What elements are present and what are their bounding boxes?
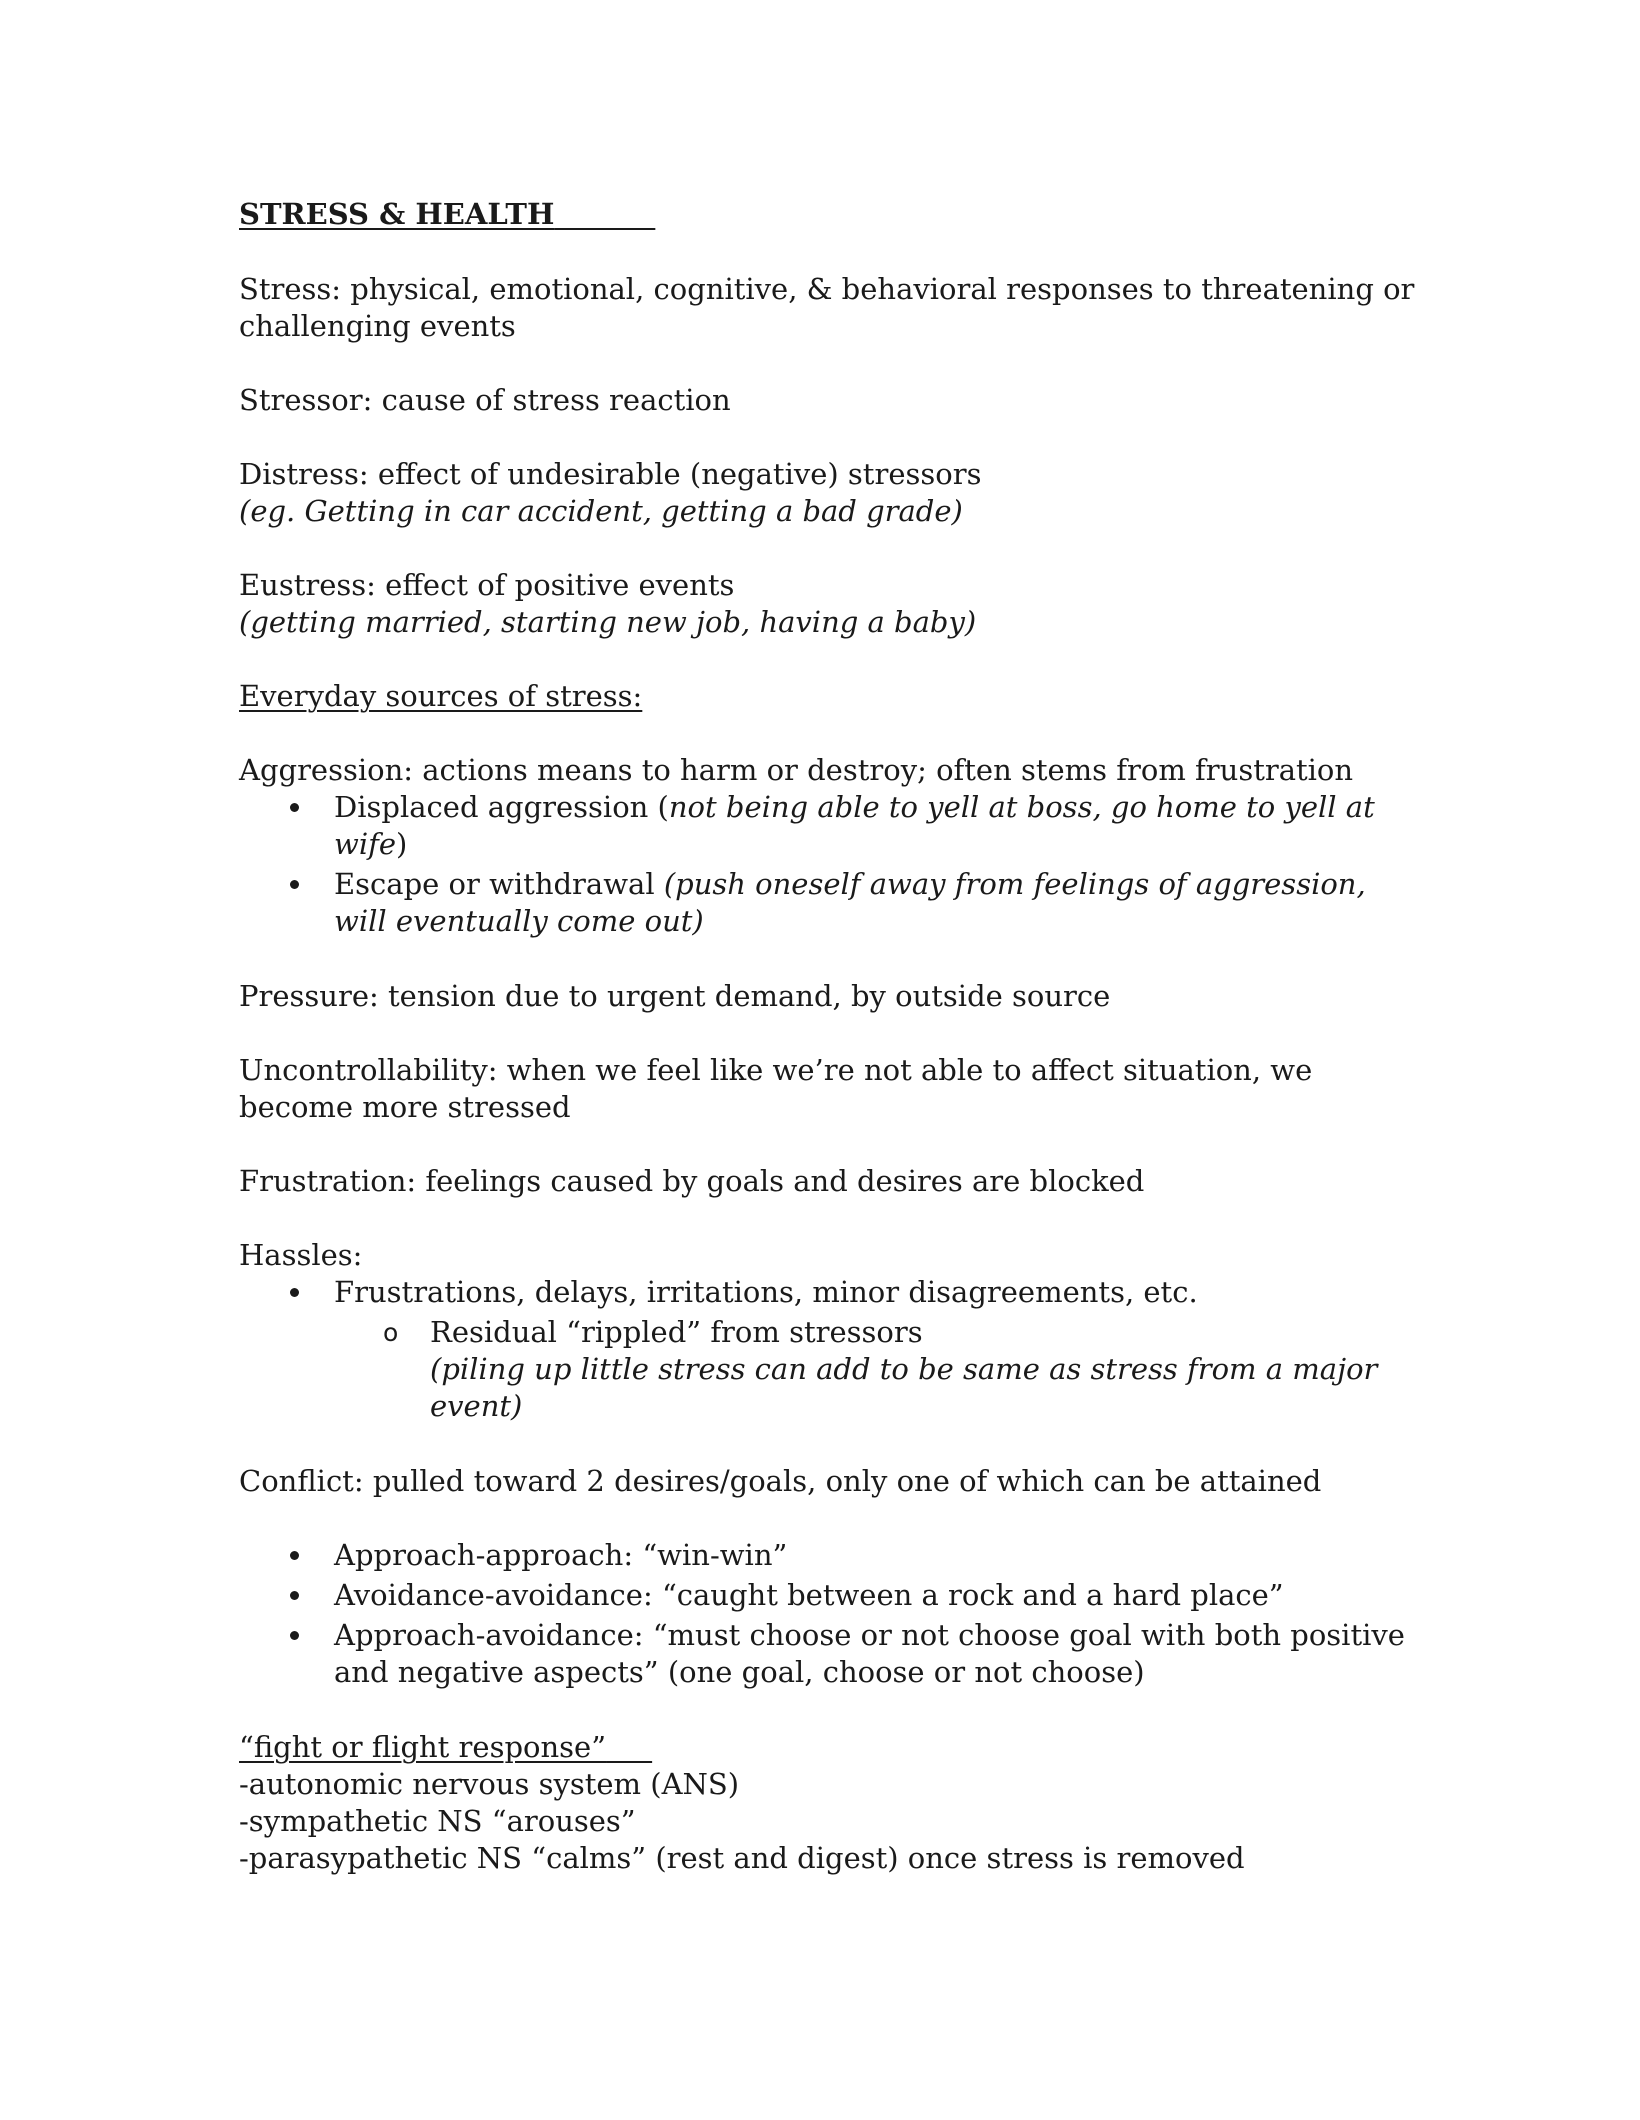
definition-distress bbox=[239, 456, 1419, 530]
title-text bbox=[239, 197, 655, 231]
bullet-example: not being able to yell at boss, go home to yell at wife bbox=[334, 790, 1375, 861]
bullet-text: Displaced aggression ( bbox=[334, 790, 669, 824]
list-item: Approach-avoidance: “must choose or not choose goal with both positive and negative aspects” (one goal, choose or not choose) bbox=[239, 1617, 1419, 1691]
term-stressor: Stressor: bbox=[239, 383, 373, 417]
def-distress: effect of undesirable (negative) stressors bbox=[368, 457, 982, 491]
list-item: Approach-approach: “win-win” bbox=[239, 1537, 1419, 1574]
fight-line: -autonomic nervous system (ANS) bbox=[239, 1767, 740, 1801]
definition-eustress bbox=[239, 567, 1419, 641]
bullet-example: (push oneself away from feelings of aggression, will eventually come out) bbox=[334, 867, 1366, 938]
def-uncontrollability: when we feel like we’re not able to affect situation, we become more stressed bbox=[239, 1053, 1313, 1124]
definition-conflict bbox=[239, 1463, 1419, 1691]
term-frustration: Frustration: bbox=[239, 1164, 417, 1198]
bullet-text: Frustrations, delays, irritations, minor disagreements, etc. bbox=[334, 1275, 1198, 1309]
def-stress: physical, emotional, cognitive, & behavioral responses to threatening or challenging events bbox=[239, 272, 1415, 343]
fight-underline-pad bbox=[606, 1730, 652, 1764]
definition-aggression bbox=[239, 752, 1419, 940]
sub-list-item bbox=[334, 1314, 1419, 1425]
def-stressor: cause of stress reaction bbox=[372, 383, 731, 417]
fight-line: -sympathetic NS “arouses” bbox=[239, 1804, 636, 1838]
definition-frustration bbox=[239, 1163, 1419, 1200]
document-page bbox=[239, 196, 1419, 1877]
sub-bullet-text: Residual “rippled” from stressors bbox=[430, 1315, 923, 1349]
def-frustration: feelings caused by goals and desires are blocked bbox=[416, 1164, 1145, 1198]
def-pressure: tension due to urgent demand, by outside source bbox=[378, 979, 1111, 1013]
aggression-bullets bbox=[239, 789, 1419, 940]
conflict-bullets bbox=[239, 1537, 1419, 1691]
definition-uncontrollability bbox=[239, 1052, 1419, 1126]
example-distress: (eg. Getting in car accident, getting a bad grade) bbox=[239, 494, 963, 528]
fight-or-flight-section bbox=[239, 1729, 1419, 1877]
definition-stressor bbox=[239, 382, 1419, 419]
term-aggression: Aggression: bbox=[239, 753, 414, 787]
list-item bbox=[239, 1274, 1419, 1425]
definition-stress bbox=[239, 271, 1419, 345]
definition-hassles bbox=[239, 1237, 1419, 1425]
title-underline-pad bbox=[554, 197, 655, 231]
example-eustress: (getting married, starting new job, having a baby) bbox=[239, 605, 977, 639]
sub-bullet-example: (piling up little stress can add to be same as stress from a major event) bbox=[430, 1352, 1378, 1423]
hassles-bullets bbox=[239, 1274, 1419, 1425]
def-eustress: effect of positive events bbox=[375, 568, 735, 602]
list-item bbox=[239, 866, 1419, 940]
hassles-sub-list bbox=[334, 1314, 1419, 1425]
bullet-text: Escape or withdrawal bbox=[334, 867, 664, 901]
fight-line: -parasypathetic NS “calms” (rest and digest) once stress is removed bbox=[239, 1841, 1245, 1875]
list-item bbox=[239, 789, 1419, 863]
term-conflict: Conflict: bbox=[239, 1464, 364, 1498]
def-aggression: actions means to harm or destroy; often stems from frustration bbox=[413, 753, 1354, 787]
term-pressure: Pressure: bbox=[239, 979, 379, 1013]
fight-heading-text: “fight or flight response” bbox=[239, 1730, 607, 1764]
page-title bbox=[239, 196, 1419, 233]
title-label: STRESS & HEALTH bbox=[239, 197, 555, 231]
def-conflict: pulled toward 2 desires/goals, only one of which can be attained bbox=[363, 1464, 1322, 1498]
term-stress: Stress: bbox=[239, 272, 342, 306]
term-uncontrollability: Uncontrollability: bbox=[239, 1053, 498, 1087]
everyday-heading-text: Everyday sources of stress: bbox=[239, 679, 643, 713]
sub-bullet-marker: o bbox=[383, 1318, 399, 1347]
term-hassles: Hassles: bbox=[239, 1238, 363, 1272]
everyday-sources-heading bbox=[239, 678, 1419, 715]
bullet-tail: ) bbox=[396, 827, 408, 861]
definition-pressure bbox=[239, 978, 1419, 1015]
term-distress: Distress: bbox=[239, 457, 369, 491]
term-eustress: Eustress: bbox=[239, 568, 376, 602]
list-item: Avoidance-avoidance: “caught between a rock and a hard place” bbox=[239, 1577, 1419, 1614]
fight-heading bbox=[239, 1730, 652, 1764]
